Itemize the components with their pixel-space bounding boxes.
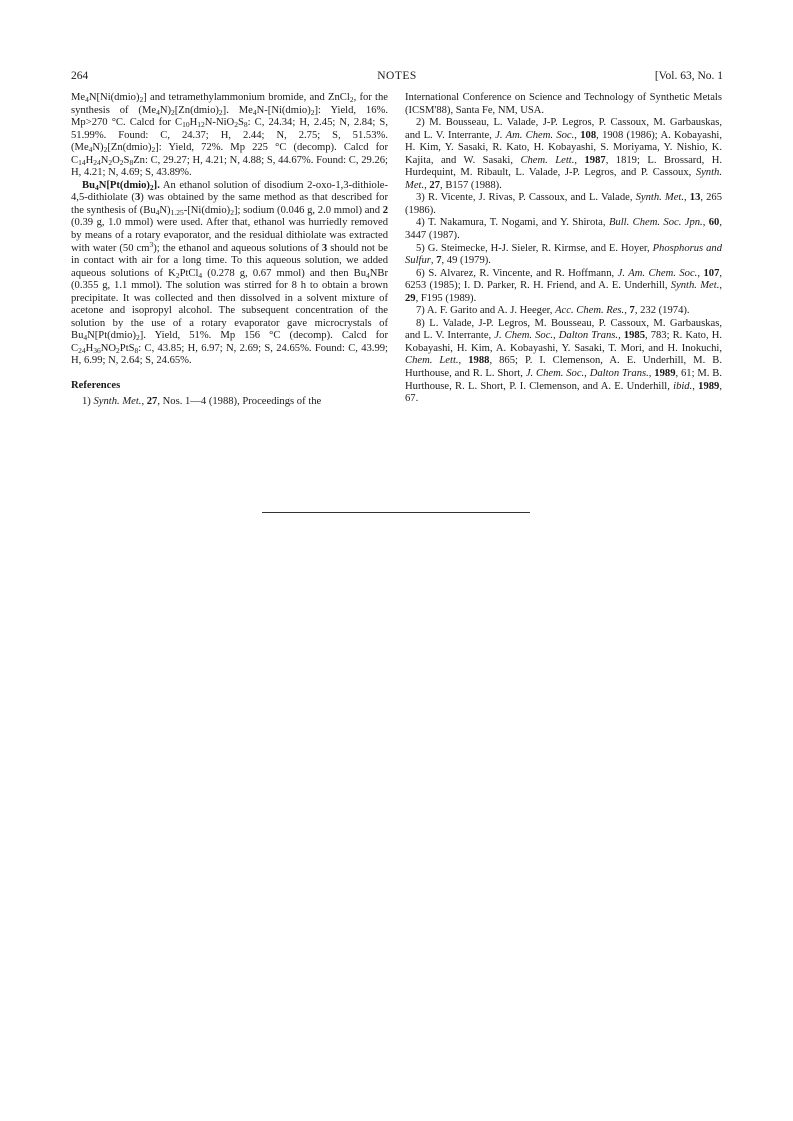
reference-1-continued: International Conference on Science and Technology of Synthetic Metals (ICSM'88), Santa Fe, NM, USA. <box>405 92 722 116</box>
synthesis-paragraph-pt: $Bu_4N[Pt(dmio)_2]$. An ethanol solution of disodium 2-oxo-1,3-dithiole-4,5-dithiolate (3) was obtained by the same method as that described for the synthesis of $(Bu_4N)_{1.25}-[Ni(dmio)_2]$; sodium (0.046 g, 2.0 mmol) and 2 (0.39 g, 1.0 mmol) were used. After that, ethanol was hurriedly removed by means of a rotary evaporator, and the residual dithiolate was extracted with water (50 $cm^3$); the ethanol and aqueous solutions of 3 should not be in contact with air for a long time. To this aqueous solution, we added aqueous solutions of $K_2PtCl_4$ (0.278 g, 0.67 mmol) and then $Bu_4NBr$ (0.355 g, 1.1 mmol). The solution was stirred for 8 h to obtain a brown precipitate. It was collected and then dissolved in a solvent mixture of acetone and isopropyl alcohol. The subsequent concentration of the solution by the use of a rotary evaporator gave microcrystals of $Bu_4N[Pt(dmio)_2]$. Yield, 51%. Mp 156 °C (decomp). Calcd for $C_{24}H_{36}NO_2PtS_8$: C, 43.85; H, 6.97; N, 2.69; S, 24.65%. Found: C, 43.99; H, 6.99; N, 2.64; S, 24.65%. <box>71 179 389 367</box>
volume-info: [Vol. 63, No. 1 <box>654 70 723 82</box>
reference-6: 6) S. Alvarez, R. Vincente, and R. Hoffmann, J. Am. Chem. Soc., 107, 6253 (1985); I. D. Parker, R. H. Friend, and A. E. Underhill, Synth. Met., 29, F195 (1989). <box>405 267 723 304</box>
reference-2: 2) M. Bousseau, L. Valade, J-P. Legros, P. Cassoux, M. Garbauskas, and L. V. Interrante, J. Am. Chem. Soc., 108, 1908 (1986); A. Kobayashi, H. Kim, Y. Sasaki, R. Kato, H. Kobayashi, S. Moriyama, Y. Nishio, K. Kajita, and W. Sasaki, Chem. Lett., 1987, 1819; L. Brossard, H. Hurdequint, M. Ribault, L. Valade, J-P. Legros, and P. Cassoux, Synth. Met., 27, B157 (1988). <box>405 117 723 191</box>
reference-7: 7) A. F. Garito and A. J. Heeger, Acc. Chem. Res., 7, 232 (1974). <box>416 305 690 317</box>
journal-section: NOTES <box>377 70 417 82</box>
reference-5: 5) G. Steimecke, H-J. Sieler, R. Kirmse, and E. Hoyer, Phosphorus and Sulfur, 7, 49 (1979). <box>405 242 722 267</box>
synthesis-paragraph-zn: $Me_4N[Ni(dmio)_2]$ and tetramethylammonium bromide, and ZnCl$_2$, for the synthesis of $(Me_4N)_2[Zn(dmio)_2]$. $Me_4N-[Ni(dmio)_2]$: Yield, 16%. Mp>270 °C. Calcd for $C_{10}H_{12}N-NiO_2S_8$: C, 24.34; H, 2.45; N, 2.84; S, 51.99%. Found: C, 24.37; H, 2.44; N, 2.75; S, 51.53%. $(Me_4N)_2[Zn(dmio)_2]$: Yield, 72%. Mp 225 °C (decomp). Calcd for $C_{14}H_{24}N_2O_2S_8Zn$: C, 29.27; H, 4.21; N, 4.88; S, 44.67%. Found: C, 29.26; H, 4.21; N, 4.69; S, 43.89%. <box>71 92 389 179</box>
page-header <box>71 70 723 86</box>
reference-8: 8) L. Valade, J-P. Legros, M. Bousseau, P. Cassoux, M. Garbauskas, and L. V. Interrante, J. Chem. Soc., Dalton Trans., 1985, 783; R. Kato, H. Kobayashi, H. Kim, A. Kobayashi, Y. Sasaki, T. Mori, and H. Inokuchi, Chem. Lett., 1988, 865; P. I. Clemenson, A. E. Underhill, M. B. Hurthouse, and R. L. Short, J. Chem. Soc., Dalton Trans., 1989, 61; M. B. Hurthouse, R. L. Short, P. I. Clemenson, and A. E. Underhill, ibid., 1989, 67. <box>405 317 723 405</box>
references-heading: References <box>71 380 121 392</box>
reference-3: 3) R. Vicente, J. Rivas, P. Cassoux, and L. Valade, Synth. Met., 13, 265 (1986). <box>405 192 723 216</box>
compound-heading: $Bu_4N[Pt(dmio)_2]$. <box>82 179 160 192</box>
reference-4: 4) T. Nakamura, T. Nogami, and Y. Shirota, Bull. Chem. Soc. Jpn., 60, 3447 (1987). <box>405 217 722 242</box>
right-column <box>405 92 722 406</box>
left-column <box>71 92 388 408</box>
end-rule-divider <box>262 512 530 513</box>
reference-1: 1) Synth. Met., 27, Nos. 1—4 (1988), Proceedings of the <box>82 395 322 407</box>
page-number: 264 <box>71 70 89 82</box>
